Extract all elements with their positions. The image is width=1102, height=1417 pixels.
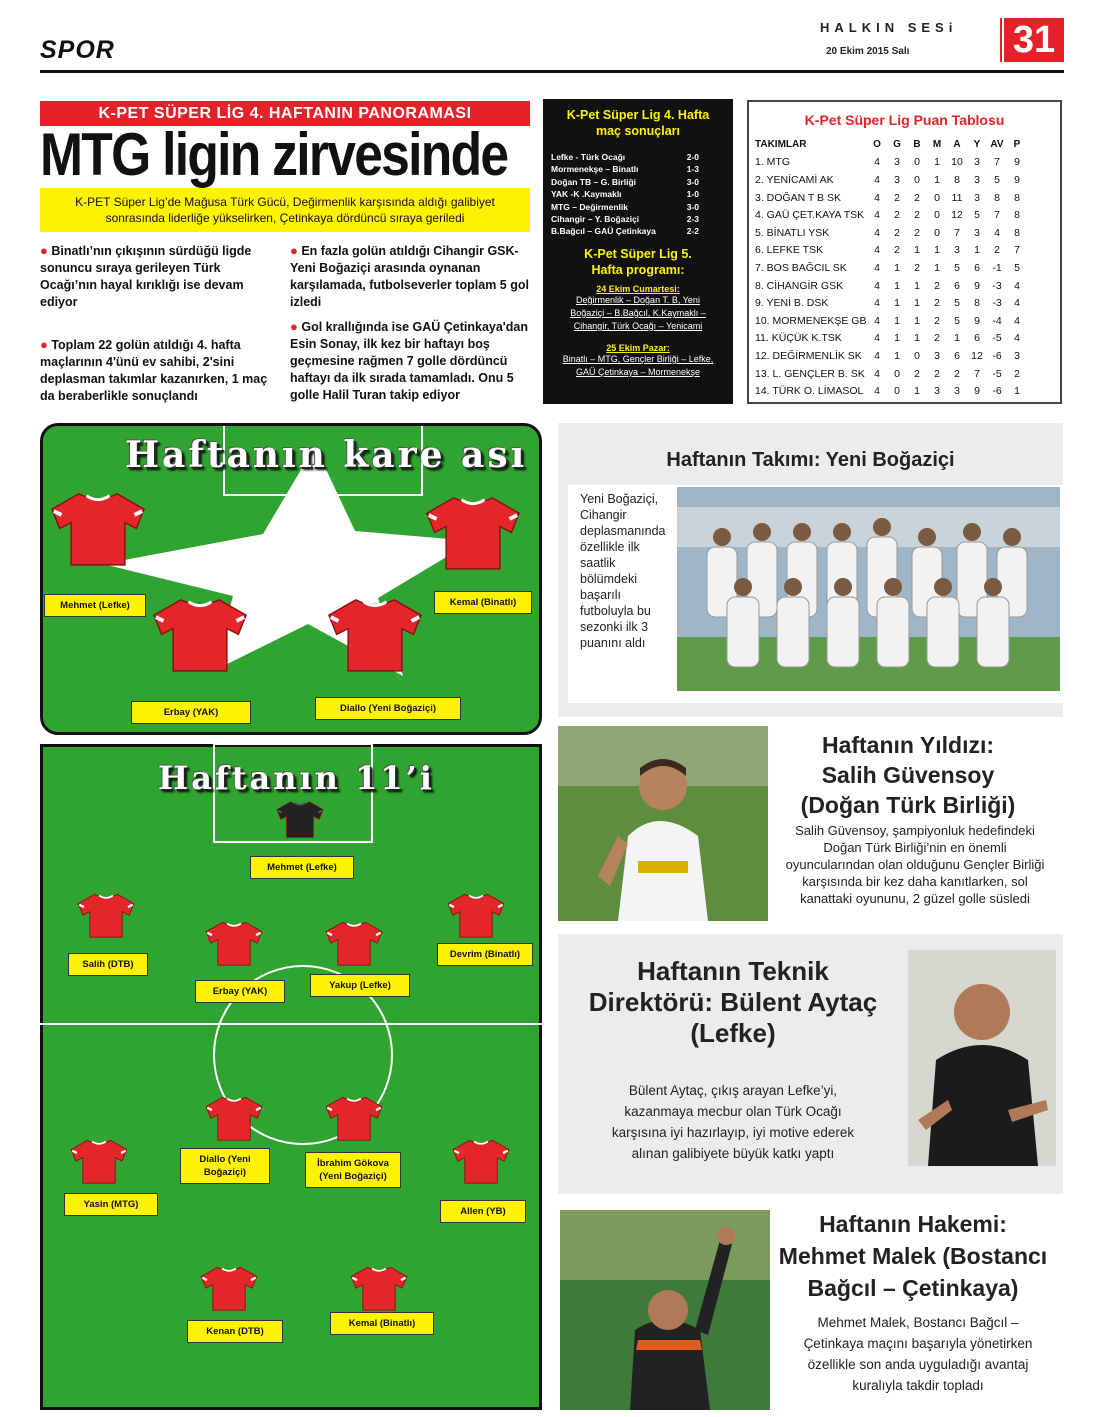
team-title: Haftanın Takımı: Yeni Boğaziçi bbox=[666, 449, 955, 471]
table-cell: 8 bbox=[994, 191, 1000, 204]
table-cell: 1 bbox=[894, 297, 900, 310]
table-cell: -4 bbox=[992, 314, 1002, 327]
star-title-line: Haftanın Yıldızı: bbox=[821, 732, 995, 758]
bullet-2: ● Toplam 22 golün atıldığı 4. hafta maçlarının 4'ünü ev sahibi, 2'sini deplasman takımlar kazanırken, 1 maç da beraberlikle sonuçlandı bbox=[40, 337, 268, 403]
program-day1: 24 Ekim Cumartesi: bbox=[596, 283, 680, 294]
table-cell: 9 bbox=[974, 279, 980, 292]
table-cell: 2 bbox=[934, 279, 940, 292]
table-cell: 1 bbox=[914, 297, 920, 310]
standings-header: P bbox=[1013, 139, 1021, 151]
table-cell: 12 bbox=[951, 209, 963, 222]
bullet-3-text: En fazla golün atıldığı Cihangir GSK-Yeni Boğaziçi arasında oynanan karşılamada, futbolseverler toplam 5 gol izledi bbox=[290, 244, 529, 309]
table-cell: 4 bbox=[1014, 332, 1020, 345]
player-tag: Diallo (Yeni Boğaziçi) bbox=[180, 1148, 270, 1184]
kare-asi-title: Haftanın kare ası bbox=[125, 434, 528, 476]
table-cell: 2 bbox=[914, 261, 920, 274]
table-cell: 0 bbox=[894, 367, 900, 380]
referee-title-line: Haftanın Hakemi: bbox=[819, 1211, 1007, 1237]
player-tag: Mehmet (Lefke) bbox=[250, 856, 354, 879]
player-tag: Allen (YB) bbox=[440, 1200, 526, 1223]
standings-header: M bbox=[932, 139, 942, 151]
star-panel bbox=[558, 726, 1063, 926]
standings-header: G bbox=[893, 139, 901, 151]
referee-panel bbox=[558, 1200, 1063, 1410]
player-tag: Mehmet (Lefke) bbox=[44, 594, 146, 617]
table-cell: 5 bbox=[954, 314, 960, 327]
header-rule bbox=[40, 70, 1064, 73]
standings-header: AV bbox=[990, 139, 1004, 151]
bullet-3: ● En fazla golün atıldığı Cihangir GSK-Yeni Boğaziçi arasında oynanan karşılamada, futbolseverler toplam 5 gol izledi bbox=[290, 243, 529, 309]
standings-title: K-Pet Süper Lig Puan Tablosu bbox=[804, 112, 1005, 128]
coach-title bbox=[568, 956, 898, 1049]
result-match: Lefke - Türk Ocağı bbox=[551, 152, 626, 162]
table-cell: 1 bbox=[894, 349, 900, 362]
table-cell: 4 bbox=[1014, 314, 1020, 327]
table-cell: 2 bbox=[994, 244, 1000, 257]
table-cell: 2 bbox=[954, 367, 960, 380]
referee-text: Mehmet Malek, Bostancı Bağcıl – Çetinkaya maçını başarıyla yönetirken özellikle son anda uyguladığı avantaj kuralıyla takdir topladı bbox=[803, 1315, 1033, 1393]
table-row bbox=[755, 312, 1027, 330]
table-cell: 2 bbox=[894, 244, 900, 257]
paper-name: HALKIN SESi bbox=[820, 20, 958, 35]
table-cell: 2 bbox=[1014, 367, 1020, 380]
jersey-icon bbox=[350, 1265, 408, 1316]
table-cell: 2 bbox=[894, 191, 900, 204]
table-row bbox=[755, 294, 1027, 312]
table-cell: 5 bbox=[994, 173, 1000, 186]
table-cell: 3 bbox=[954, 244, 960, 257]
table-cell: 0 bbox=[934, 191, 940, 204]
result-row bbox=[543, 176, 733, 188]
table-row bbox=[755, 171, 1027, 189]
table-cell: 3 bbox=[954, 385, 960, 398]
table-cell: 7 bbox=[1014, 244, 1020, 257]
program-title: K-Pet Süper Lig 5. Hafta programı: bbox=[584, 246, 692, 277]
table-cell: 14. TÜRK O. LİMASOL bbox=[755, 385, 864, 398]
standings-table bbox=[755, 136, 1027, 400]
referee-title-line: Mehmet Malek (Bostancı bbox=[778, 1243, 1048, 1269]
team-photo bbox=[677, 487, 1060, 691]
table-cell: 0 bbox=[934, 209, 940, 222]
table-cell: 4 bbox=[874, 385, 880, 398]
result-score: 1-3 bbox=[686, 164, 699, 175]
player-tag: Yasin (MTG) bbox=[64, 1193, 158, 1216]
jersey-icon bbox=[327, 596, 423, 678]
result-row bbox=[543, 225, 733, 237]
eleven-pitch bbox=[40, 744, 542, 1410]
table-cell: 8 bbox=[974, 297, 980, 310]
table-cell: -3 bbox=[992, 297, 1002, 310]
table-cell: 3 bbox=[974, 226, 980, 239]
table-cell: 7 bbox=[994, 209, 1000, 222]
jersey-icon bbox=[50, 490, 146, 572]
page-number: 31 bbox=[1004, 18, 1064, 62]
table-cell: 0 bbox=[914, 349, 920, 362]
table-cell: 1 bbox=[914, 385, 920, 398]
program-line: Boğaziçi – B.Bağcıl, K.Kaymaklı – bbox=[570, 307, 706, 318]
program-line: Binatlı – MTG, Gençler Birliği – Lefke, bbox=[562, 353, 714, 364]
table-cell: 9. YENİ B. DSK bbox=[755, 297, 829, 310]
kicker: K-PET SÜPER LİG 4. HAFTANIN PANORAMASI bbox=[40, 101, 530, 126]
table-cell: 1 bbox=[914, 314, 920, 327]
team-text: Yeni Boğaziçi, Cihangir deplasmanında özellikle ilk saatlik bölümdeki başarılı futboluyla bu sezonki ilk 3 puanını aldı bbox=[580, 492, 666, 650]
standings-box bbox=[747, 100, 1062, 404]
results-box bbox=[543, 99, 733, 404]
table-cell: 0 bbox=[914, 156, 920, 169]
subhead: K-PET Süper Lig’de Mağusa Türk Gücü, Değirmenlik karşısında aldığı galibiyet sonrasında liderliğe yükselirken, Çetinkaya dördüncü sıraya geriledi bbox=[40, 188, 530, 232]
table-cell: 8. CİHANGİR GSK bbox=[755, 279, 844, 292]
table-cell: 5. BİNATLI YSK bbox=[755, 226, 830, 239]
table-cell: 4 bbox=[994, 226, 1000, 239]
table-cell: 4 bbox=[874, 279, 880, 292]
table-cell: 6 bbox=[954, 349, 960, 362]
star-title-line: (Doğan Türk Birliği) bbox=[800, 792, 1016, 818]
table-cell: 4 bbox=[874, 349, 880, 362]
coach-panel bbox=[558, 934, 1063, 1194]
table-cell: 1 bbox=[934, 261, 940, 274]
table-cell: 1 bbox=[894, 314, 900, 327]
jersey-icon bbox=[70, 1138, 128, 1189]
table-cell: -5 bbox=[992, 367, 1002, 380]
header-separator bbox=[1000, 18, 1002, 62]
table-cell: 1 bbox=[894, 332, 900, 345]
jersey-icon bbox=[205, 1095, 263, 1146]
table-cell: 1 bbox=[1014, 385, 1020, 398]
table-row bbox=[755, 189, 1027, 207]
star-title-line: Salih Güvensoy bbox=[821, 762, 995, 788]
result-score: 3-0 bbox=[686, 176, 699, 187]
result-row bbox=[543, 151, 733, 163]
table-cell: -6 bbox=[992, 385, 1002, 398]
referee-title bbox=[758, 1208, 1068, 1304]
table-cell: -6 bbox=[992, 349, 1002, 362]
standings-header: Y bbox=[973, 139, 981, 151]
referee-title-line: Bağcıl – Çetinkaya) bbox=[807, 1275, 1019, 1301]
table-cell: 7 bbox=[974, 367, 980, 380]
bullet-4: ● Gol krallığında ise GAÜ Çetinkaya'dan Esin Sonay, ilk kez bir haftayı boş geçmesine rağmen 7 golle dördüncü haftayı da ilk sırada tamamladı. Onu 5 golle Halil Turan takip ediyor bbox=[290, 319, 528, 402]
table-cell: 11. KÜÇÜK K.TSK bbox=[755, 332, 842, 345]
table-cell: 6. LEFKE TSK bbox=[755, 244, 824, 257]
kare-asi-pitch bbox=[40, 423, 542, 735]
table-cell: 4 bbox=[874, 297, 880, 310]
jersey-icon bbox=[325, 1095, 383, 1146]
player-tag: Kemal (Binatlı) bbox=[434, 591, 532, 614]
table-row bbox=[755, 277, 1027, 295]
player-tag: Erbay (YAK) bbox=[131, 701, 251, 724]
result-match: MTG – Değirmenlik bbox=[551, 201, 628, 212]
result-match: Doğan TB – G. Birliği bbox=[551, 176, 637, 187]
table-cell: 5 bbox=[974, 209, 980, 222]
table-cell: 2 bbox=[914, 191, 920, 204]
table-cell: 3 bbox=[1014, 349, 1020, 362]
table-cell: 4 bbox=[1014, 297, 1020, 310]
table-cell: 3 bbox=[894, 173, 900, 186]
result-match: YAK -K .Kaymaklı bbox=[551, 189, 622, 200]
standings-header: B bbox=[913, 139, 921, 151]
table-cell: 7. BOS BAĞCIL SK bbox=[755, 261, 847, 274]
standings-header: O bbox=[873, 139, 881, 151]
star-photo bbox=[558, 726, 768, 921]
table-cell: 11 bbox=[951, 191, 963, 204]
table-cell: 2. YENİCAMİ AK bbox=[755, 173, 834, 186]
result-score: 2-2 bbox=[686, 226, 699, 237]
table-cell: 1 bbox=[934, 156, 940, 169]
result-row bbox=[543, 188, 733, 200]
table-cell: 5 bbox=[1014, 261, 1020, 274]
section-title: SPOR bbox=[40, 36, 115, 64]
table-cell: 4 bbox=[874, 244, 880, 257]
coach-title-line: Direktörü: Bülent Aytaç bbox=[588, 987, 878, 1017]
table-row bbox=[755, 330, 1027, 348]
table-cell: 4 bbox=[1014, 279, 1020, 292]
table-cell: 4 bbox=[874, 261, 880, 274]
table-cell: -5 bbox=[992, 332, 1002, 345]
table-cell: 1. MTG bbox=[755, 156, 791, 169]
program-line: GAÜ Çetinkaya – Mormenekşe bbox=[575, 366, 701, 377]
table-cell: 4 bbox=[874, 367, 880, 380]
player-tag: Kemal (Binatlı) bbox=[330, 1312, 434, 1335]
table-cell: 4 bbox=[874, 332, 880, 345]
table-cell: 3. DOĞAN T B SK bbox=[755, 191, 841, 204]
table-cell: 3 bbox=[974, 191, 980, 204]
program-line: Cihangir, Türk Ocağı – Yenicami bbox=[573, 320, 703, 331]
table-cell: 1 bbox=[894, 261, 900, 274]
jersey-icon bbox=[447, 892, 505, 943]
jersey-icon bbox=[200, 1265, 258, 1316]
table-row bbox=[755, 154, 1027, 172]
table-cell: 4 bbox=[874, 156, 880, 169]
table-row bbox=[755, 259, 1027, 277]
coach-title-line: Haftanın Teknik bbox=[637, 956, 829, 986]
table-cell: 9 bbox=[1014, 173, 1020, 186]
table-cell: 2 bbox=[934, 332, 940, 345]
table-cell: 3 bbox=[974, 156, 980, 169]
result-score: 2-0 bbox=[686, 152, 699, 162]
table-cell: 12 bbox=[971, 349, 983, 362]
table-row bbox=[755, 382, 1027, 400]
table-cell: 1 bbox=[934, 173, 940, 186]
standings-header: TAKIMLAR bbox=[755, 139, 807, 151]
table-row bbox=[755, 242, 1027, 260]
jersey-icon bbox=[205, 920, 263, 971]
table-cell: 8 bbox=[1014, 226, 1020, 239]
result-score: 3-0 bbox=[686, 201, 699, 212]
jersey-icon bbox=[425, 494, 521, 576]
table-cell: 2 bbox=[914, 209, 920, 222]
table-cell: 0 bbox=[914, 173, 920, 186]
star-title bbox=[758, 730, 1058, 820]
program-day2: 25 Ekim Pazar: bbox=[606, 342, 670, 353]
jersey-icon bbox=[325, 920, 383, 971]
referee-photo bbox=[560, 1210, 770, 1410]
table-cell: 2 bbox=[934, 297, 940, 310]
program-line: Değirmenlik – Doğan T. B, Yeni bbox=[576, 294, 700, 305]
bullet-2-text: Toplam 22 golün atıldığı 4. hafta maçlarının 4'ünü ev sahibi, 2'sini deplasman takımlar kazanırken, 1 maç da beraberlikle sonuçlandı bbox=[40, 338, 268, 403]
table-cell: 8 bbox=[1014, 209, 1020, 222]
result-row bbox=[543, 201, 733, 213]
table-cell: 4 bbox=[874, 173, 880, 186]
table-cell: 4. GAÜ ÇET.KAYA TSK bbox=[755, 209, 865, 222]
jersey-icon bbox=[77, 892, 135, 943]
results-list bbox=[543, 151, 733, 238]
table-cell: 2 bbox=[894, 226, 900, 239]
table-cell: 2 bbox=[934, 367, 940, 380]
table-cell: 5 bbox=[954, 261, 960, 274]
result-score: 1-0 bbox=[686, 189, 699, 200]
jersey-icon bbox=[452, 1138, 510, 1189]
table-cell: 3 bbox=[934, 385, 940, 398]
result-row bbox=[543, 213, 733, 225]
bullet-1: ● Binatlı’nın çıkışının sürdüğü ligde sonuncu sıraya gerileyen Türk Ocağı’nın hayal kırıklığı ise devam ediyor bbox=[40, 243, 252, 309]
player-tag: Salih (DTB) bbox=[68, 953, 148, 976]
table-cell: 3 bbox=[934, 349, 940, 362]
table-row bbox=[755, 347, 1027, 365]
table-cell: 1 bbox=[914, 279, 920, 292]
result-match: Mormenekşe – Binatlı bbox=[551, 164, 639, 175]
table-cell: 2 bbox=[894, 209, 900, 222]
table-cell: 1 bbox=[914, 244, 920, 257]
coach-text: Bülent Aytaç, çıkış arayan Lefke’yi, kazanmaya mecbur olan Türk Ocağı karşısına iyi hazırlayıp, iyi motive ederek alınan galibiyete büyük katkı yaptı bbox=[611, 1083, 855, 1161]
player-tag: İbrahim Gökova (Yeni Boğaziçi) bbox=[305, 1152, 401, 1188]
result-score: 2-3 bbox=[686, 214, 699, 225]
table-cell: 2 bbox=[914, 367, 920, 380]
table-cell: 0 bbox=[894, 385, 900, 398]
coach-title-line: (Lefke) bbox=[690, 1018, 776, 1048]
result-match: B.Bağcıl – GAÜ Çetinkaya bbox=[551, 226, 656, 237]
headline: MTG ligin zirvesinde bbox=[40, 121, 508, 188]
table-cell: 6 bbox=[974, 332, 980, 345]
table-cell: 1 bbox=[914, 332, 920, 345]
table-cell: 9 bbox=[1014, 156, 1020, 169]
table-cell: 7 bbox=[954, 226, 960, 239]
table-cell: 2 bbox=[914, 226, 920, 239]
table-cell: 1 bbox=[894, 279, 900, 292]
table-cell: 4 bbox=[874, 314, 880, 327]
player-tag: Devrim (Binatlı) bbox=[437, 943, 533, 966]
table-row bbox=[755, 224, 1027, 242]
table-cell: 1 bbox=[934, 244, 940, 257]
table-cell: 1 bbox=[974, 244, 980, 257]
paper-date: 20 Ekim 2015 Salı bbox=[826, 46, 910, 57]
result-match: Cihangir – Y. Boğaziçi bbox=[551, 214, 640, 225]
bullet-1-text: Binatlı’nın çıkışının sürdüğü ligde sonuncu sıraya gerileyen Türk Ocağı’nın hayal kırıklığı ise devam ediyor bbox=[40, 244, 252, 309]
table-cell: 8 bbox=[1014, 191, 1020, 204]
standings-header: A bbox=[953, 139, 961, 151]
player-tag: Erbay (YAK) bbox=[195, 980, 285, 1003]
table-cell: 10. MORMENEKŞE GB bbox=[755, 314, 867, 327]
player-tag: Yakup (Lefke) bbox=[310, 974, 410, 997]
table-cell: -1 bbox=[992, 261, 1002, 274]
result-row bbox=[543, 163, 733, 175]
table-row bbox=[755, 365, 1027, 383]
table-cell: 10 bbox=[951, 156, 963, 169]
table-cell: 4 bbox=[874, 191, 880, 204]
eleven-title: Haftanın 11’i bbox=[158, 759, 435, 797]
table-cell: 12. DEĞİRMENLİK SK bbox=[755, 349, 862, 362]
jersey-icon bbox=[276, 800, 324, 843]
player-tag: Diallo (Yeni Boğaziçi) bbox=[315, 697, 461, 720]
table-cell: 13. L. GENÇLER B. SK bbox=[755, 367, 865, 380]
jersey-icon bbox=[152, 596, 248, 678]
table-row bbox=[755, 206, 1027, 224]
results-title: K-Pet Süper Lig 4. Hafta maç sonuçları bbox=[566, 108, 710, 138]
table-cell: 7 bbox=[994, 156, 1000, 169]
table-cell: 9 bbox=[974, 314, 980, 327]
table-cell: 2 bbox=[934, 314, 940, 327]
table-cell: -3 bbox=[992, 279, 1002, 292]
star-text: Salih Güvensoy, şampiyonluk hedefindeki Doğan Türk Birliği’nin en önemli oyuncularından olan olduğunu Gençler Birliği karşısında bir kez daha kanıtlarken, sol kanattaki oyununu, 2 güzel golle süsledi bbox=[785, 823, 1045, 906]
coach-photo bbox=[908, 950, 1056, 1166]
table-cell: 0 bbox=[934, 226, 940, 239]
table-cell: 6 bbox=[974, 261, 980, 274]
table-cell: 3 bbox=[974, 173, 980, 186]
team-panel bbox=[558, 423, 1063, 717]
table-cell: 4 bbox=[874, 226, 880, 239]
bullet-4-text: Gol krallığında ise GAÜ Çetinkaya'dan Esin Sonay, ilk kez bir haftayı boş geçmesine rağmen 7 golle dördüncü haftayı da ilk sırada tamamladı. Onu 5 golle Halil Turan takip ediyor bbox=[290, 320, 528, 402]
player-tag: Kenan (DTB) bbox=[187, 1320, 283, 1343]
table-cell: 5 bbox=[954, 297, 960, 310]
table-cell: 9 bbox=[974, 385, 980, 398]
table-cell: 6 bbox=[954, 279, 960, 292]
table-cell: 3 bbox=[894, 156, 900, 169]
table-cell: 8 bbox=[954, 173, 960, 186]
table-cell: 4 bbox=[874, 209, 880, 222]
table-cell: 1 bbox=[954, 332, 960, 345]
